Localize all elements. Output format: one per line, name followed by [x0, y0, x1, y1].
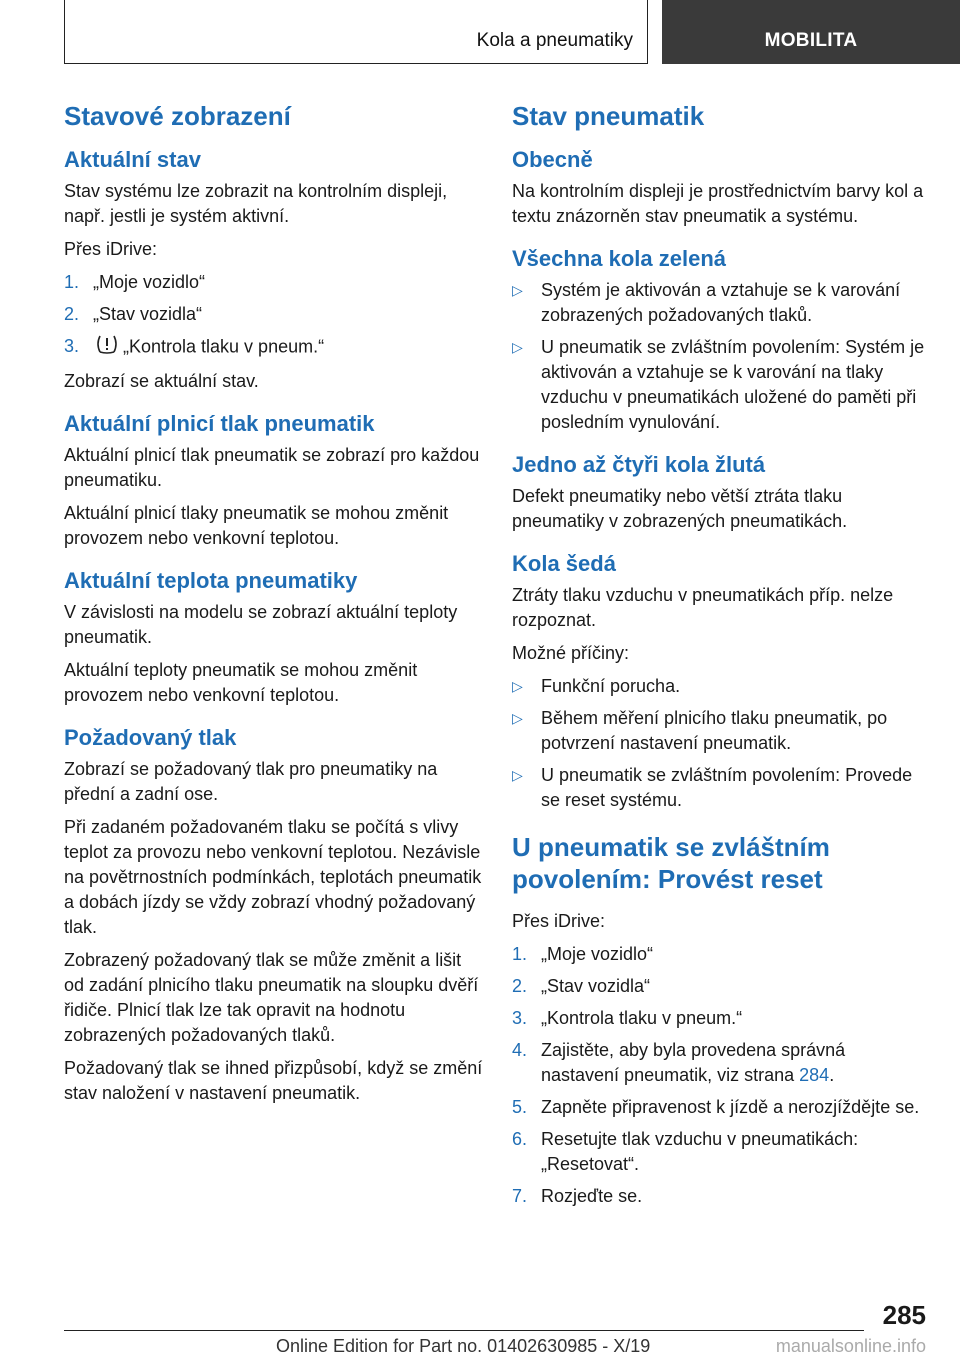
heading-grey-wheels: Kola šedá — [512, 551, 616, 576]
bullet-list — [512, 278, 928, 435]
step-number: 7. — [512, 1186, 528, 1206]
paragraph: Požadovaný tlak se ihned přizpůsobí, když se změní stav naložení v nastavení pneumatik. — [64, 1058, 483, 1103]
paragraph: Zobrazí se požadovaný tlak pro pneumatiky na přední a zadní ose. — [64, 759, 438, 804]
bullet-list — [512, 674, 928, 813]
chapter-title: MOBILITA — [764, 30, 858, 51]
list-item — [512, 674, 928, 699]
step-number: 1. — [64, 272, 80, 292]
list-item — [512, 974, 928, 999]
idrive-steps — [64, 270, 484, 361]
list-item — [512, 1184, 928, 1209]
step-number: 3. — [64, 336, 80, 356]
step-text: „Moje vozidlo“ — [93, 272, 206, 292]
paragraph: Aktuální plnicí tlak pneumatik se zobrazí pro každou pneumatiku. — [64, 445, 480, 490]
step-number: 6. — [512, 1129, 528, 1149]
tire-pressure-warning-icon — [95, 334, 119, 361]
heading-status-display: Stavové zobrazení — [64, 101, 291, 131]
reset-steps — [512, 942, 928, 1209]
list-item — [64, 270, 484, 295]
step-text: „Moje vozidlo“ — [541, 944, 654, 964]
bullet-text: Funkční porucha. — [541, 676, 681, 696]
step-text: Rozjeďte se. — [541, 1186, 643, 1206]
triangle-bullet-icon: ▷ — [512, 767, 523, 783]
left-column — [64, 100, 484, 1114]
paragraph: Při zadaném požadovaném tlaku se počítá s vlivy teplot za provozu nebo venkovní teplotou. Nezávisle na povětrnostních podmínkách, teplotách pneumatik a dobách jízdy se vždy zobrazí vhodný požadovaný tlak. — [64, 817, 482, 937]
section-tab — [64, 0, 648, 64]
step-number: 1. — [512, 944, 528, 964]
triangle-bullet-icon: ▷ — [512, 282, 523, 298]
heading-tire-status: Stav pneumatik — [512, 101, 705, 131]
step-text: „Kontrola tlaku v pneum.“ — [541, 1008, 743, 1028]
page-number: 285 — [882, 1300, 926, 1330]
list-item — [512, 1095, 928, 1120]
list-item — [64, 334, 484, 361]
step-text-end: . — [829, 1065, 835, 1085]
triangle-bullet-icon: ▷ — [512, 339, 523, 355]
step-text: „Stav vozidla“ — [541, 976, 651, 996]
step-number: 5. — [512, 1097, 528, 1117]
list-item — [512, 278, 928, 328]
heading-all-green: Všechna kola zelená — [512, 246, 726, 271]
paragraph: Aktuální teploty pneumatik se mohou změnit provozem nebo venkovní teplotou. — [64, 660, 418, 705]
paragraph: Na kontrolním displeji je prostřednictvím barvy kol a textu znázorněn stav pneumatik a systému. — [512, 181, 924, 226]
section-title: Kola a pneumatiky — [476, 30, 633, 51]
heading-target-pressure: Požadovaný tlak — [64, 725, 237, 750]
list-item — [512, 763, 928, 813]
step-number: 2. — [512, 976, 528, 996]
page-reference-link[interactable]: 284 — [799, 1065, 830, 1085]
list-item — [512, 706, 928, 756]
paragraph: Možné příčiny: — [512, 643, 630, 663]
watermark: manualsonline.info — [775, 1336, 926, 1356]
list-item — [512, 1127, 928, 1177]
chapter-tab — [662, 0, 960, 64]
step-number: 3. — [512, 1008, 528, 1028]
bullet-text: Systém je aktivován a vztahuje se k varování zobrazených požadovaných tlaků. — [541, 280, 901, 325]
page-header — [64, 0, 960, 66]
heading-current-temperature: Aktuální teplota pneumatiky — [64, 568, 358, 593]
paragraph: Přes iDrive: — [64, 239, 158, 259]
list-item — [512, 942, 928, 967]
heading-current-pressure: Aktuální plnicí tlak pneumatik — [64, 411, 375, 436]
paragraph: Zobrazený požadovaný tlak se může změnit a lišit od zadání plnicího tlaku pneumatik na sloupku dvěří řidiče. Plnicí tlak lze tak opravit na hodnotu zobrazených požadovaných tlaků. — [64, 950, 479, 1045]
footer-edition: Online Edition for Part no. 01402630985 - X/19 — [276, 1336, 651, 1356]
paragraph: Defekt pneumatiky nebo větší ztráta tlaku pneumatiky v zobrazených pneumatikách. — [512, 486, 848, 531]
paragraph: Aktuální plnicí tlaky pneumatik se mohou změnit provozem nebo venkovní teplotou. — [64, 503, 449, 548]
paragraph: Stav systému lze zobrazit na kontrolním displeji, např. jestli je systém aktivní. — [64, 181, 448, 226]
list-item — [512, 1006, 928, 1031]
list-item — [64, 302, 484, 327]
triangle-bullet-icon: ▷ — [512, 710, 523, 726]
list-item — [512, 1038, 928, 1088]
step-text: „Kontrola tlaku v pneum.“ — [123, 336, 325, 357]
heading-current-status: Aktuální stav — [64, 147, 201, 172]
paragraph: V závislosti na modelu se zobrazí aktuální teploty pneumatik. — [64, 602, 458, 647]
bullet-text: U pneumatik se zvláštním povolením: Systém je aktivován a vztahuje se k varování na tlaky vzduchu v pneumatikách uložené do paměti při posledním vynulování. — [541, 337, 925, 432]
bullet-text: U pneumatik se zvláštním povolením: Provede se reset systému. — [541, 765, 913, 810]
step-text: Zapněte připravenost k jízdě a nerozjíždějte se. — [541, 1097, 920, 1117]
footer-divider — [64, 1330, 864, 1331]
paragraph: Přes iDrive: — [512, 911, 606, 931]
step-number: 2. — [64, 304, 80, 324]
heading-general: Obecně — [512, 147, 593, 172]
step-text: Resetujte tlak vzduchu v pneumatikách: „Resetovat“. — [541, 1129, 859, 1174]
heading-reset: U pneumatik se zvláštním povolením: Provést reset — [512, 832, 830, 894]
heading-yellow-wheels: Jedno až čtyři kola žlutá — [512, 452, 766, 477]
step-text: Zajistěte, aby byla provedena správná nastavení pneumatik, viz strana — [541, 1040, 846, 1085]
paragraph: Ztráty tlaku vzduchu v pneumatikách příp. nelze rozpoznat. — [512, 585, 894, 630]
paragraph: Zobrazí se aktuální stav. — [64, 371, 259, 391]
step-number: 4. — [512, 1040, 528, 1060]
triangle-bullet-icon: ▷ — [512, 678, 523, 694]
list-item — [512, 335, 928, 435]
bullet-text: Během měření plnicího tlaku pneumatik, po potvrzení nastavení pneumatik. — [541, 708, 888, 753]
right-column — [512, 100, 928, 1217]
step-text: „Stav vozidla“ — [93, 304, 203, 324]
